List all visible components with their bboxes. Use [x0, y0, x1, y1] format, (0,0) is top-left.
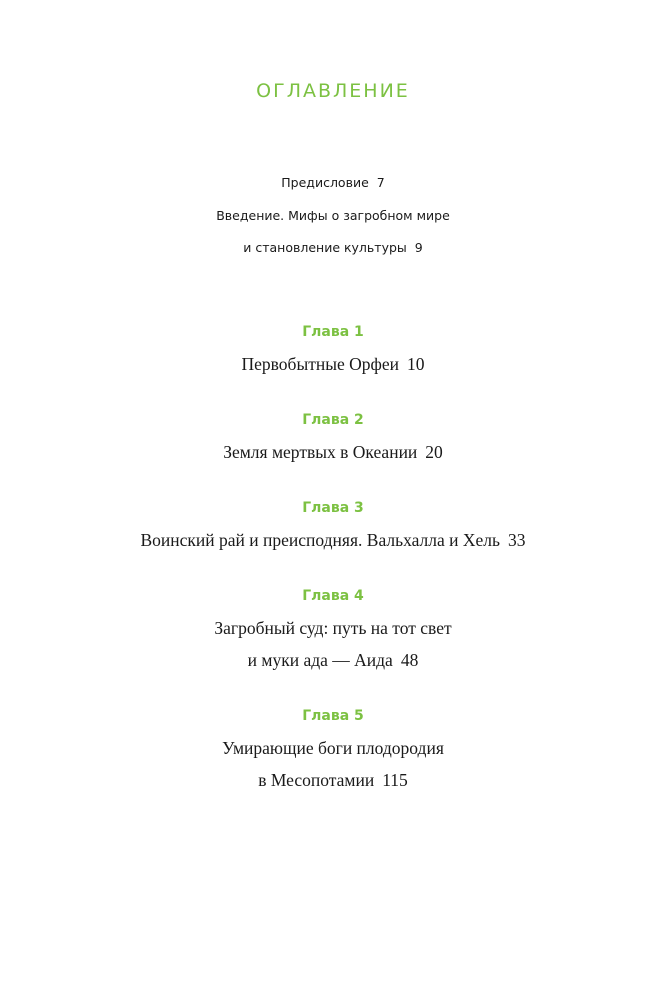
chapter-label: Глава 5 [302, 708, 364, 724]
toc-entry-chapter-5-cont[interactable] [0, 770, 666, 791]
toc-entry-chapter-5[interactable] [0, 738, 666, 759]
toc-entry-chapter-3[interactable] [0, 530, 666, 551]
entry-title: Первобытные Орфеи [241, 354, 399, 374]
toc-entry-chapter-4[interactable] [0, 618, 666, 639]
entry-title: и муки ада — Аида [247, 650, 393, 670]
chapter-label: Глава 4 [302, 588, 364, 604]
toc-entry-preface[interactable] [0, 175, 666, 190]
entry-title: Воинский рай и преисподняя. Вальхалла и Хель [140, 530, 500, 550]
toc-entry-chapter-1[interactable] [0, 354, 666, 375]
entry-title: в Месопотамии [258, 770, 375, 790]
entry-title: Умирающие боги плодородия [222, 738, 444, 758]
entry-page-number: 9 [414, 240, 423, 255]
toc-entry-chapter-4-cont[interactable] [0, 650, 666, 671]
toc-entry-chapter-2[interactable] [0, 442, 666, 463]
entry-page-number: 115 [382, 770, 408, 790]
entry-page-number: 33 [508, 530, 526, 550]
toc-heading: ОГЛАВЛЕНИЕ [256, 80, 410, 102]
entry-title: Земля мертвых в Океании [223, 442, 418, 462]
chapter-label: Глава 3 [302, 500, 364, 516]
entry-page-number: 10 [406, 354, 425, 374]
entry-page-number: 20 [425, 442, 443, 462]
toc-entry-introduction-cont[interactable] [0, 240, 666, 255]
toc-entry-introduction[interactable] [0, 208, 666, 223]
entry-page-number: 48 [400, 650, 419, 670]
entry-title: Предисловие [281, 175, 369, 190]
entry-page-number: 7 [376, 175, 385, 190]
entry-title: и становление культуры [243, 240, 407, 255]
entry-title: Загробный суд: путь на тот свет [214, 618, 452, 638]
chapter-label: Глава 2 [302, 412, 364, 428]
entry-title: Введение. Мифы о загробном мире [216, 208, 450, 223]
chapter-label: Глава 1 [302, 324, 364, 340]
